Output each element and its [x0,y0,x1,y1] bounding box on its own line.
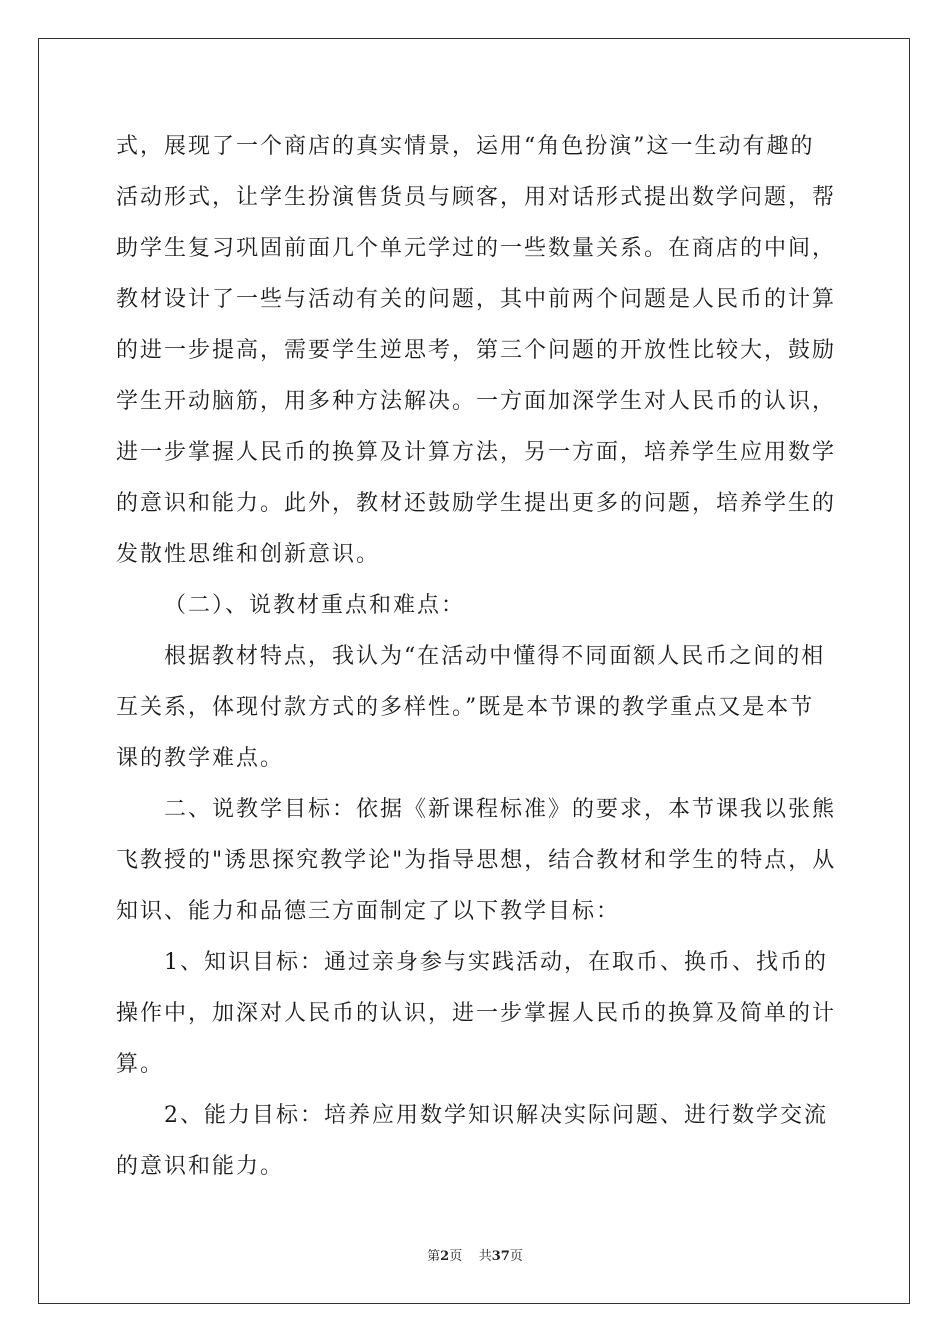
total-prefix: 共 [478,1249,492,1264]
body-text-line: 根据教材特点，我认为“在活动中懂得不同面额人民币之间的相 [164,644,826,669]
body-text-line: 式，展现了一个商店的真实情景，运用“角色扮演”这一生动有趣的 [116,134,815,159]
body-text-line: 助学生复习巩固前面几个单元学过的一些数量关系。在商店的中间， [116,236,837,261]
body-text-line: 操作中，加深对人民币的认识，进一步掌握人民币的换算及简单的计 [116,1001,837,1026]
body-text-line: 知识、能力和品德三方面制定了以下教学目标： [116,899,621,924]
body-text-line: 二、说教学目标：依据《新课程标准》的要求，本节课我以张熊 [164,797,837,822]
body-text-line: 发散性思维和创新意识。 [116,542,381,567]
body-text-line: 飞教授的"诱思探究教学论"为指导思想，结合教材和学生的特点，从 [116,848,837,873]
body-text-line: 活动形式，让学生扮演售货员与顾客，用对话形式提出数学问题，帮 [116,185,837,210]
document-body [116,128,836,1199]
page-footer [0,1245,950,1264]
body-text-line: 进一步掌握人民币的换算及计算方法，另一方面，培养学生应用数学 [116,440,837,465]
page-prefix: 第 [427,1249,441,1264]
body-text-line: 的意识和能力。 [116,1154,285,1179]
body-text-line: 算。 [116,1052,165,1077]
page-number: 2 [440,1249,450,1264]
body-text-line: 2、能力目标：培养应用数学知识解决实际问题、进行数学交流 [164,1103,828,1128]
section-heading: （二）、说教材重点和难点： [164,593,466,618]
body-text-line: 的进一步提高，需要学生逆思考，第三个问题的开放性比较大，鼓励 [116,338,837,363]
body-text-line: 教材设计了一些与活动有关的问题，其中前两个问题是人民币的计算 [116,287,837,312]
body-text-line: 的意识和能力。此外，教材还鼓励学生提出更多的问题，培养学生的 [116,491,837,516]
total-suffix: 页 [509,1249,523,1264]
body-text-line: 学生开动脑筋，用多种方法解决。一方面加深学生对人民币的认识， [116,389,837,414]
body-text-line: 课的教学难点。 [116,746,285,771]
total-pages: 37 [491,1249,510,1264]
body-text-line: 1、知识目标：通过亲身参与实践活动，在取币、换币、找币的 [164,950,828,975]
page-suffix: 页 [449,1249,463,1264]
body-text-line: 互关系，体现付款方式的多样性。”既是本节课的教学重点又是本节 [116,695,815,720]
